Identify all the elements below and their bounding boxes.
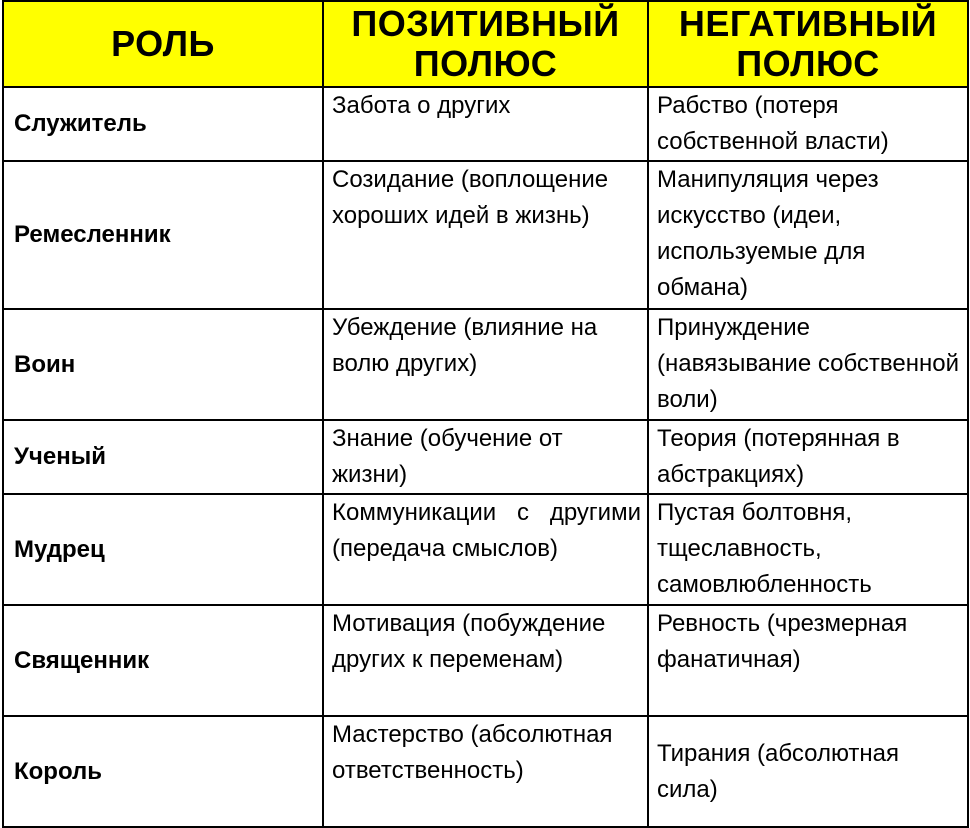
negative-cell: Тирания (абсолютная сила) (648, 716, 968, 827)
positive-cell (323, 494, 648, 605)
header-role: РОЛЬ (3, 1, 323, 87)
table-row (3, 494, 968, 605)
role-cell: Священник (3, 605, 323, 716)
positive-cell: Убеждение (влияние на волю других) (323, 309, 648, 420)
role-cell: Ученый (3, 420, 323, 494)
table-row (3, 309, 968, 420)
positive-cell: Созидание (воплощение хороших идей в жизнь) (323, 161, 648, 309)
table-row (3, 716, 968, 827)
positive-cell: Знание (обучение от жизни) (323, 420, 648, 494)
negative-cell: Принуждение (навязывание собственной воли) (648, 309, 968, 420)
role-cell: Ремесленник (3, 161, 323, 309)
table-row (3, 161, 968, 309)
negative-cell: Ревность (чрезмерная фанатичная) (648, 605, 968, 716)
role-cell: Король (3, 716, 323, 827)
header-negative-pole: НЕГАТИВНЫЙ ПОЛЮС (648, 1, 968, 87)
negative-cell: Пустая болтовня, тщеславность, самовлюбленность (648, 494, 968, 605)
negative-cell: Рабство (потеря собственной власти) (648, 87, 968, 161)
negative-cell: Манипуляция через искусство (идеи, используемые для обмана) (648, 161, 968, 309)
roles-table (2, 0, 969, 828)
positive-cell: Забота о других (323, 87, 648, 161)
table-row (3, 605, 968, 716)
header-row (3, 1, 968, 87)
role-cell: Воин (3, 309, 323, 420)
table-row (3, 420, 968, 494)
positive-cell: Мастерство (абсолютная ответственность) (323, 716, 648, 827)
positive-text: Коммуникации с другими (передача смыслов) (332, 499, 641, 562)
table-row (3, 87, 968, 161)
role-cell: Служитель (3, 87, 323, 161)
negative-cell: Теория (потерянная в абстракциях) (648, 420, 968, 494)
role-cell: Мудрец (3, 494, 323, 605)
header-positive-pole: ПОЗИТИВНЫЙ ПОЛЮС (323, 1, 648, 87)
positive-cell: Мотивация (побуждение других к переменам) (323, 605, 648, 716)
